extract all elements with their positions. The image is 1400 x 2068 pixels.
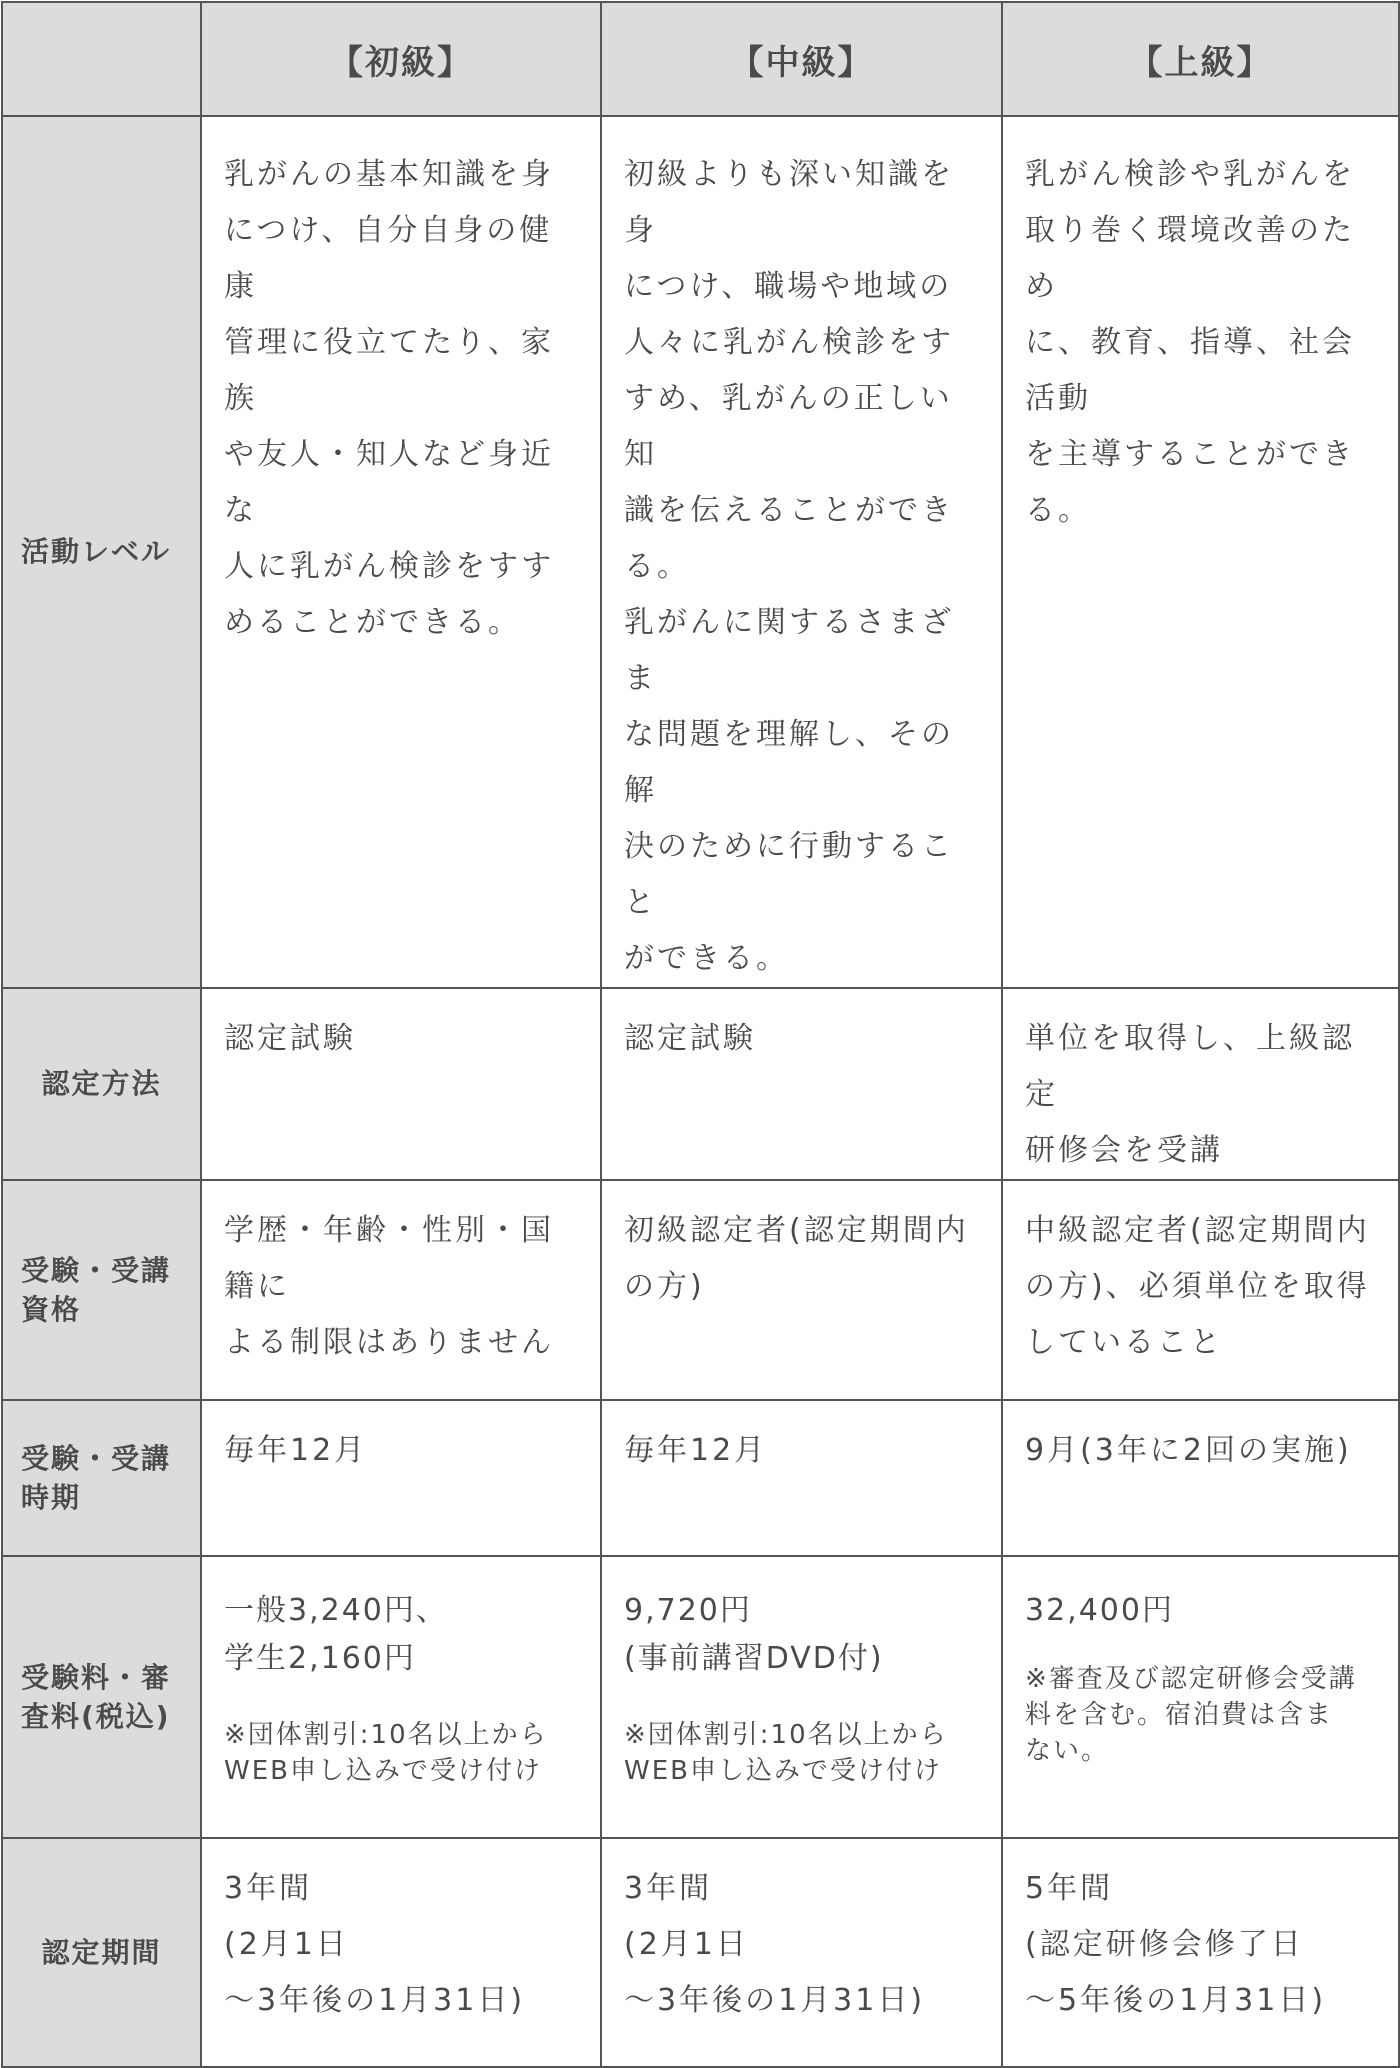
fee-advanced-note: ※審査及び認定研修会受講 料を含む。宿泊費は含ま ない。 — [1025, 1664, 1357, 1766]
header-corner — [2, 2, 201, 116]
timing-row — [2, 1400, 1399, 1556]
fee-advanced-amount: 32,400円 — [1025, 1593, 1174, 1628]
activity-label: 活動レベル — [2, 116, 201, 988]
period-basic: 3年間 (2月1日 〜3年後の1月31日) — [201, 1838, 601, 2067]
fee-basic-note: ※団体割引:10名以上から WEB申し込みで受け付け — [224, 1720, 548, 1786]
fee-basic-amount: 一般3,240円、 学生2,160円 — [224, 1593, 448, 1676]
activity-row — [2, 116, 1399, 988]
timing-label: 受験・受講 時期 — [2, 1400, 201, 1556]
fee-intermediate-note: ※団体割引:10名以上から WEB申し込みで受け付け — [624, 1720, 948, 1786]
method-row — [2, 988, 1399, 1180]
header-row — [2, 2, 1399, 116]
period-advanced: 5年間 (認定研修会修了日 〜5年後の1月31日) — [1002, 1838, 1399, 2067]
header-intermediate: 【中級】 — [601, 2, 1002, 116]
fee-label: 受験料・審 査料(税込) — [2, 1556, 201, 1838]
certification-table — [1, 1, 1400, 2068]
fee-intermediate-amount: 9,720円 (事前講習DVD付) — [624, 1593, 884, 1676]
fee-intermediate — [601, 1556, 1002, 1838]
qualification-advanced: 中級認定者(認定期間内 の方)、必須単位を取得 していること — [1002, 1180, 1399, 1400]
activity-basic: 乳がんの基本知識を身 につけ、自分自身の健康 管理に役立てたり、家族 や友人・知人など身近な 人に乳がん検診をすす めることができる。 — [201, 116, 601, 988]
activity-intermediate: 初級よりも深い知識を身 につけ、職場や地域の 人々に乳がん検診をす すめ、乳がんの正しい知 識を伝えることができる。 乳がんに関するさまざま な問題を理解し、その解 決のために行動すること ができる。 — [601, 116, 1002, 988]
method-advanced: 単位を取得し、上級認定 研修会を受講 — [1002, 988, 1399, 1180]
qualification-label: 受験・受講 資格 — [2, 1180, 201, 1400]
timing-intermediate: 毎年12月 — [601, 1400, 1002, 1556]
activity-advanced: 乳がん検診や乳がんを 取り巻く環境改善のため に、教育、指導、社会活動 を主導することができ る。 — [1002, 116, 1399, 988]
header-basic: 【初級】 — [201, 2, 601, 116]
qualification-intermediate: 初級認定者(認定期間内 の方) — [601, 1180, 1002, 1400]
fee-advanced — [1002, 1556, 1399, 1838]
period-label: 認定期間 — [2, 1838, 201, 2067]
fee-row — [2, 1556, 1399, 1838]
qualification-basic: 学歴・年齢・性別・国籍に よる制限はありません — [201, 1180, 601, 1400]
method-label: 認定方法 — [2, 988, 201, 1180]
timing-basic: 毎年12月 — [201, 1400, 601, 1556]
method-intermediate: 認定試験 — [601, 988, 1002, 1180]
method-basic: 認定試験 — [201, 988, 601, 1180]
period-row — [2, 1838, 1399, 2067]
header-advanced: 【上級】 — [1002, 2, 1399, 116]
period-intermediate: 3年間 (2月1日 〜3年後の1月31日) — [601, 1838, 1002, 2067]
timing-advanced: 9月(3年に2回の実施) — [1002, 1400, 1399, 1556]
qualification-row — [2, 1180, 1399, 1400]
fee-basic — [201, 1556, 601, 1838]
